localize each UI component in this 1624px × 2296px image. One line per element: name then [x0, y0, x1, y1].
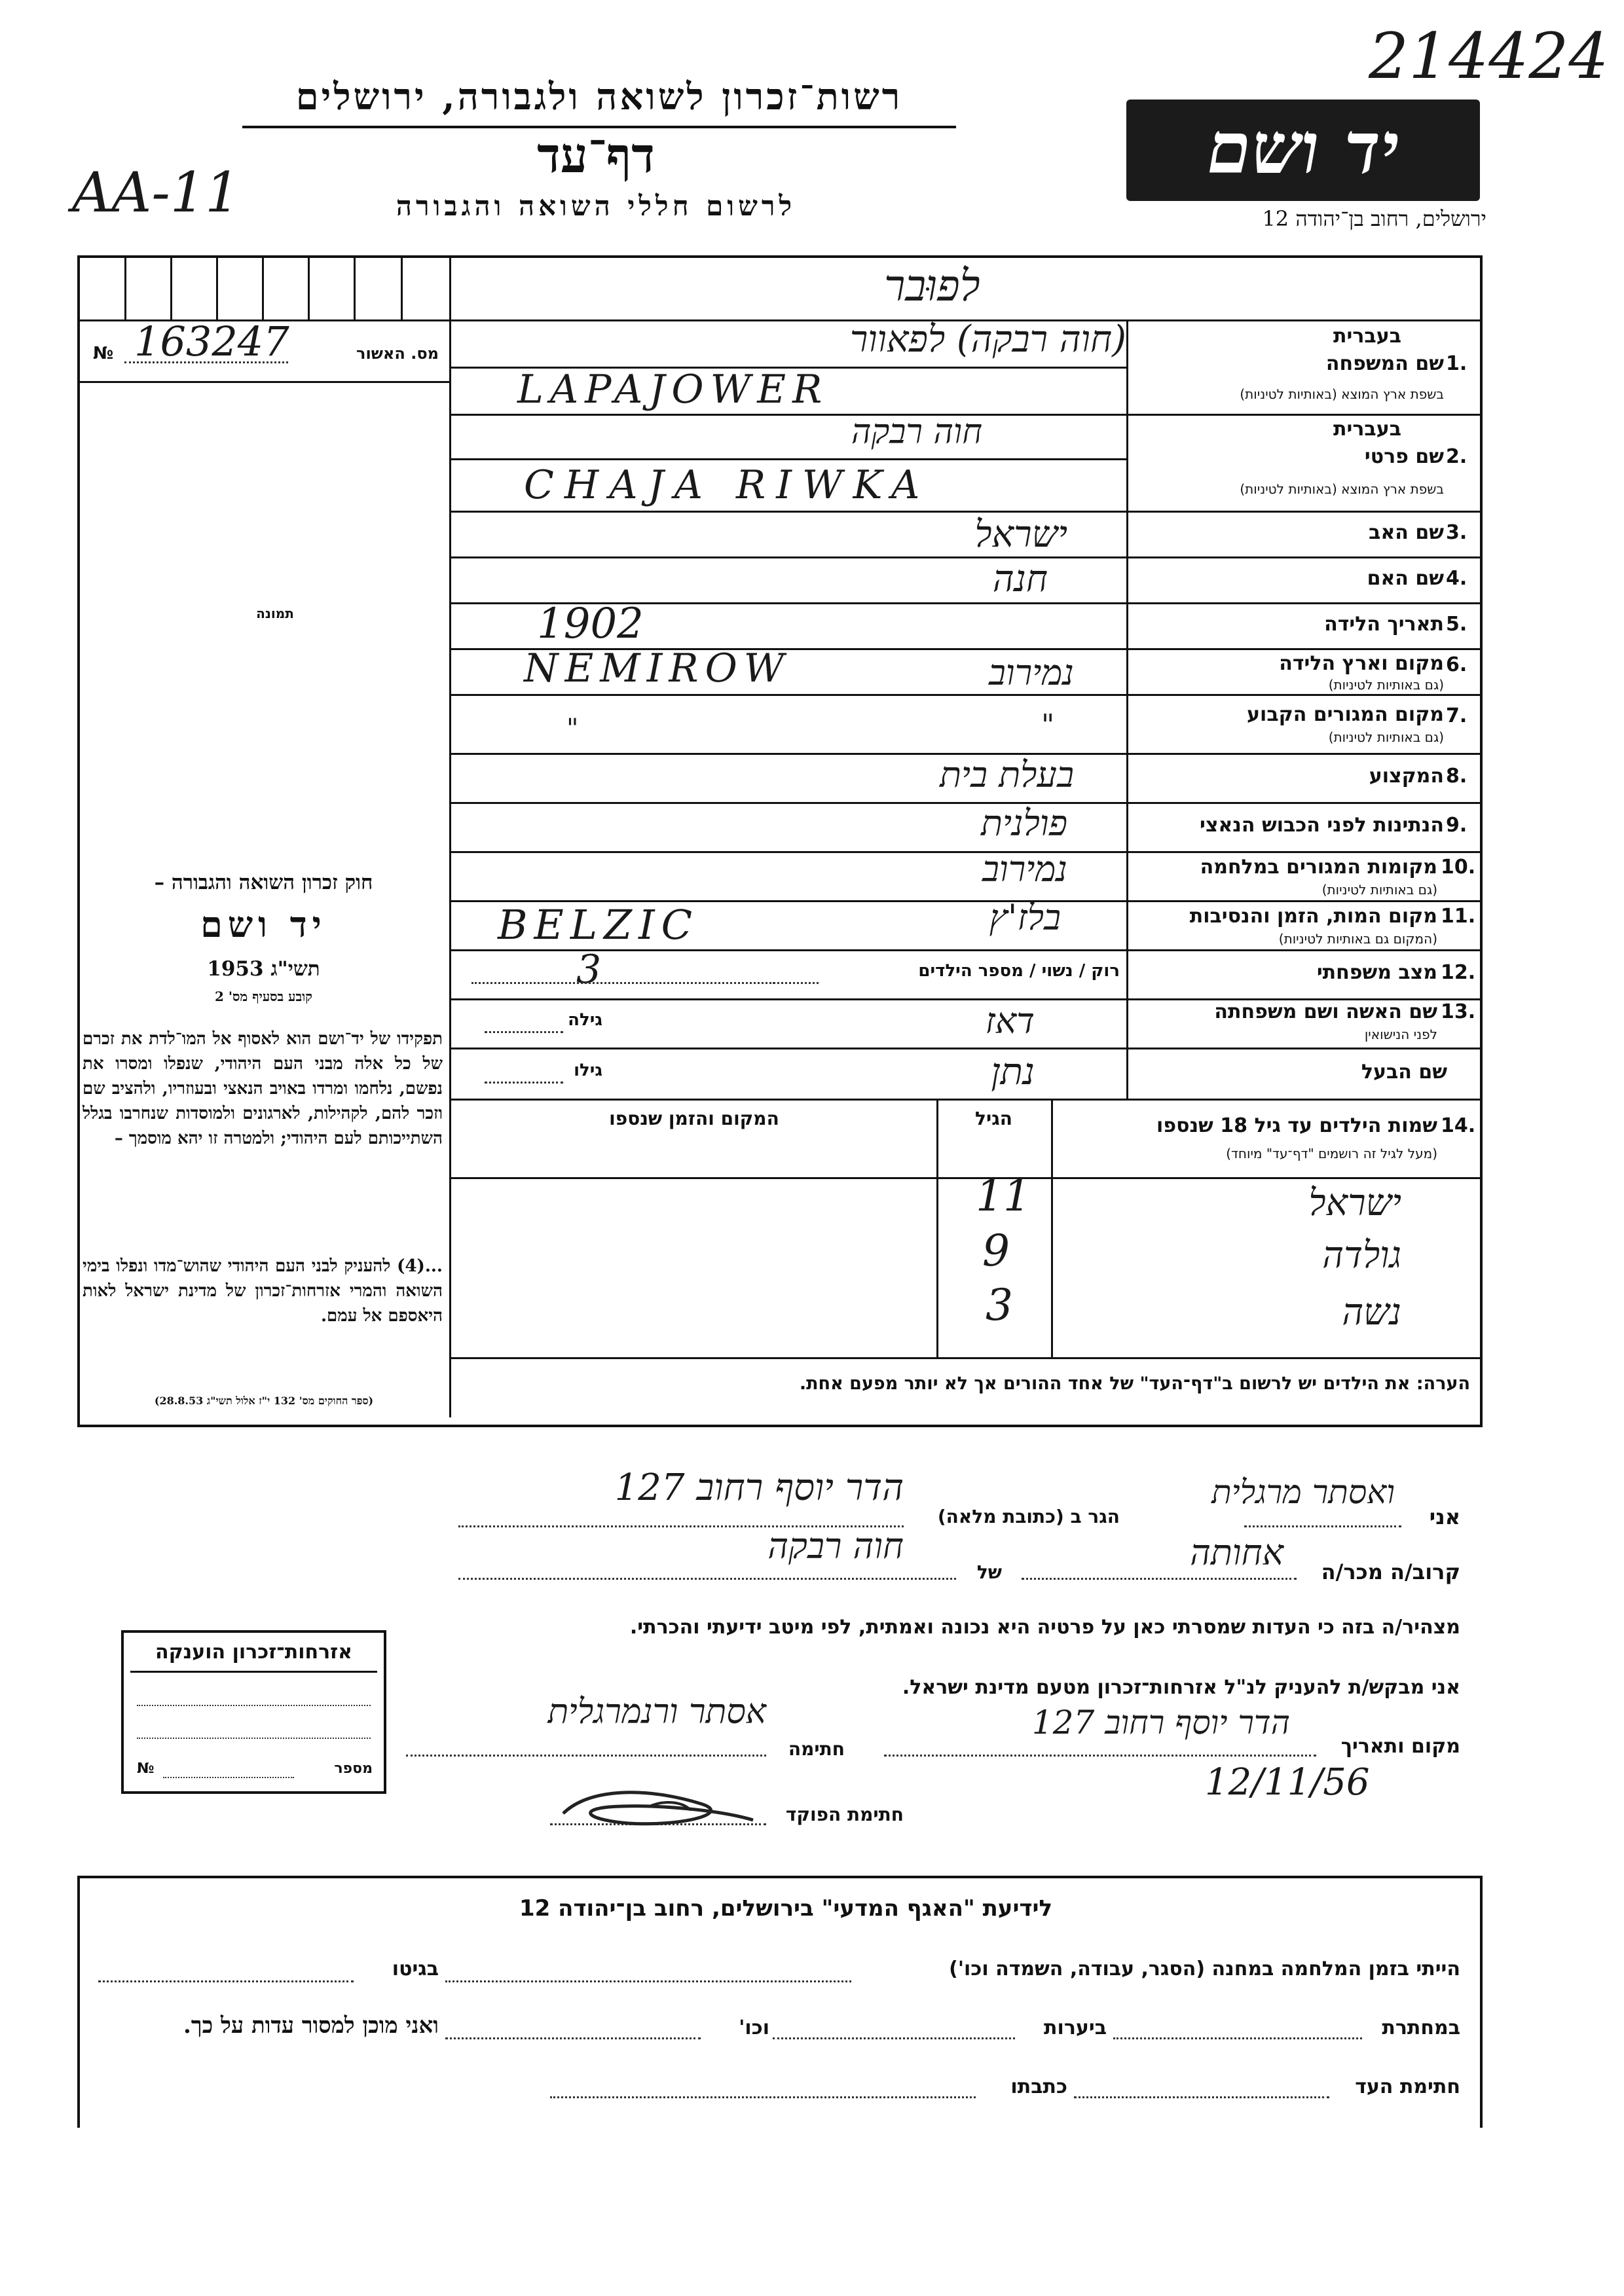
- f7-ditto-1: ": [566, 714, 579, 744]
- org-title: רשות־זכרון לשואה ולגבורה, ירושלים: [295, 75, 903, 118]
- f13-label: שם האשה ושם משפחתה: [1214, 1000, 1437, 1023]
- law-body: תפקידו של יד־ושם הוא לאסוף אל המו־לדת את זכרם של כל אלה מבני העם היהודי, שנפלו ומסרו את נפשם, נלחמו ומרדו באויב הנאצי ובעוזריו, ולהציב שם וזכר להם, לקהילות, לארגונים ולמוסדות שנחרבו בגלל השתייכותם לעם היהודי; ולמטרה זו יהא מוסמך –: [83, 1029, 443, 1148]
- law-title: חוק זכרון השואה והגבורה –: [154, 871, 373, 894]
- f13-age-label: גילה: [568, 1010, 602, 1030]
- footer-title: לידיעת "האגף המדעי" בירושלים, רחוב בן־יהודה 12: [519, 1895, 1053, 1922]
- statement-2: אני מבקש/ת להעניק לנ"ל אזרחות־זכרון מטעם מדינת ישראל.: [902, 1676, 1460, 1699]
- relation-value: אחותה: [1190, 1532, 1283, 1573]
- f4-value: חנה: [992, 558, 1048, 600]
- archive-number: 214424: [1369, 20, 1609, 93]
- label-column-divider: [1126, 319, 1128, 1099]
- f12-options: רוק / נשוי / מספר הילדים: [918, 961, 1120, 981]
- f10-value: נמירוב: [982, 848, 1067, 890]
- f7-sub: (גם באותיות לטיניות): [1328, 729, 1444, 745]
- citizenship-title: אזרחות־זכרון הוענקה: [155, 1641, 353, 1664]
- f8-value: בעלת בית: [939, 754, 1074, 795]
- yad-vashem-logo: [1126, 100, 1480, 201]
- officer-label: חתימת הפוקד: [785, 1804, 904, 1825]
- husband-age-label: גילו: [574, 1061, 602, 1080]
- law-name: יד ושם: [200, 903, 327, 945]
- top-script: לפוּבר: [884, 261, 980, 311]
- f14-label: שמות הילדים עד גיל 18 שנספו: [1156, 1114, 1437, 1137]
- place-date-label: מקום ותאריך: [1340, 1735, 1460, 1758]
- col-place-header: המקום והזמן שנספו: [609, 1108, 779, 1129]
- f2-hebrew-value: חוה רבקה: [851, 412, 982, 452]
- husband-value: נתן: [991, 1051, 1035, 1093]
- address: ירושלים, רחוב בן־יהודה 12: [1262, 206, 1486, 231]
- child-name: ישראל: [1308, 1182, 1401, 1224]
- footer-line1-b: בגיטו: [392, 1958, 439, 1980]
- f13-sub: לפני הנישואין: [1364, 1027, 1437, 1042]
- f1-sub: בשפת ארץ המוצא (באותיות לטיניות): [1240, 386, 1444, 402]
- f1-label: שם המשפחה: [1325, 352, 1444, 375]
- f12-children-value: 3: [576, 947, 602, 993]
- i-label: אני: [1429, 1504, 1460, 1529]
- law-body-2: ...(4) להעניק לבני העם היהודי שהוש־מדו ונפלו בימי השואה והמרי אזרחות־זכרון של מדינת ישראל לאות היאספם אל עמם.: [83, 1256, 443, 1326]
- of-label: של: [976, 1561, 1002, 1583]
- f2-latin-value: CHAJA RIWKA: [524, 462, 931, 508]
- f13-value: דאז: [985, 1000, 1035, 1042]
- approval-number: 163247: [134, 318, 289, 365]
- f11-label: מקום המות, הזמן והנסיבות: [1189, 905, 1437, 928]
- f11-hebrew-value: בלז'ץ: [989, 897, 1061, 938]
- f3-value: ישראל: [974, 513, 1067, 556]
- place-value: הדר יוסף רחוב 127: [1031, 1704, 1290, 1741]
- statement-1: מצהיר/ה בזה כי העדות שמסרתי כאן על פרטיה היא נכונה ואמתית, לפי מיטב ידיעתי והכרתי.: [629, 1616, 1460, 1639]
- footer-line2-c: וכו': [739, 2016, 769, 2039]
- footer-line3-b: כתבתו: [1010, 2075, 1067, 2098]
- signature-value: אסתר ורנמרגלית: [547, 1692, 766, 1732]
- f1-hebrew-value: (חוה רבקה) לפאוור: [849, 318, 1126, 361]
- footer-line2-d: ואני מוכן למסור עדות על כך.: [183, 2013, 439, 2039]
- officer-signature-scribble: [550, 1774, 766, 1840]
- f6-hebrew-value: נמירוב: [988, 652, 1074, 693]
- f14-sub: (מעל לגיל זה רושמים "דף־עד" מיוחד): [1226, 1146, 1437, 1161]
- child-age: 9: [982, 1226, 1010, 1276]
- declarant-address: הדר יוסף רחוב 127: [614, 1467, 904, 1509]
- logo-text: יד ושם: [1207, 107, 1399, 190]
- relation-label: קרוב/ה מכר/ה: [1321, 1559, 1460, 1584]
- left-column-divider: [449, 255, 451, 1417]
- child-name: נשה: [1342, 1291, 1401, 1334]
- approval-label: מס. האשור: [356, 344, 439, 363]
- f9-value: פולנית: [980, 803, 1067, 844]
- of-name: חוה רבקה: [767, 1525, 904, 1567]
- husband-label: שם הבעל: [1361, 1061, 1447, 1084]
- note: הערה: את הילדים יש לרשום ב"דף־העד" של אחד ההורים אך לא יותר מפעם אחת.: [799, 1374, 1470, 1394]
- child-age: 3: [986, 1280, 1013, 1330]
- f5-label: תאריך הלידה: [1324, 613, 1444, 636]
- f11-latin-value: BELZIC: [498, 901, 699, 949]
- f8-label: המקצוע: [1369, 765, 1444, 788]
- f12-label: מצב משפחתי: [1316, 961, 1437, 984]
- f7-ditto-2: ": [1041, 708, 1055, 742]
- resides-label: הגר ב (כתובת מלאה): [937, 1506, 1120, 1527]
- f1-in-hebrew: בעברית: [1333, 325, 1401, 348]
- col-age-header: הגיל: [975, 1108, 1012, 1129]
- f5-value: 1902: [537, 600, 644, 648]
- citizenship-box: [121, 1630, 386, 1794]
- date-value: 12/11/56: [1205, 1761, 1370, 1804]
- child-name: גולדה: [1322, 1234, 1401, 1277]
- f4-label: שם האם: [1367, 567, 1444, 590]
- f7-label: מקום המגורים הקבוע: [1247, 703, 1444, 726]
- footer-line2-b: ביערות: [1044, 2016, 1107, 2039]
- f10-label: מקומות המגורים במלחמה: [1200, 856, 1437, 879]
- citizenship-number-label: מספר: [334, 1760, 373, 1777]
- law-clause: קובע בסעיף מס' 2: [215, 989, 312, 1004]
- code-annotation: AA-11: [72, 160, 240, 225]
- declarant-name: ואסתר מרגלית: [1211, 1473, 1395, 1511]
- law-year: תשי"ג 1953: [207, 957, 320, 981]
- f6-sub: (גם באותיות לטיניות): [1328, 677, 1444, 693]
- photo-label: תמונה: [256, 606, 294, 621]
- law-citation: (ספר החוקים מס' 132 י"ז אלול תשי"ג 28.8.53): [154, 1394, 374, 1407]
- signature-label: חתימה: [788, 1738, 845, 1760]
- form-subtitle: לרשום חללי השואה והגבורה: [396, 190, 796, 222]
- f2-label: שם פרטי: [1364, 445, 1444, 468]
- f2-in-hebrew: בעברית: [1333, 418, 1401, 441]
- footer-line1-a: הייתי בזמן המלחמה במחנה (הסגר, עבודה, השמדה וכו'): [949, 1958, 1460, 1980]
- footer-line3-a: חתימת העד: [1355, 2075, 1460, 2098]
- f3-label: שם האב: [1369, 521, 1444, 544]
- f9-label: הנתינות לפני הכבוש הנאצי: [1200, 814, 1444, 837]
- form-title: דף־עד: [537, 128, 655, 184]
- f1-latin-value: LAPAJOWER: [517, 367, 829, 412]
- f6-label: מקום וארץ הלידה: [1279, 652, 1444, 675]
- f2-sub: בשפת ארץ המוצא (באותיות לטיניות): [1240, 481, 1444, 497]
- f6-latin-value: NEMIROW: [524, 646, 791, 691]
- child-age: 11: [976, 1171, 1031, 1221]
- f11-sub: (המקום גם באותיות לטיניות): [1278, 931, 1437, 947]
- f10-sub: (גם באותיות לטיניות): [1321, 882, 1437, 898]
- citizenship-no: №: [137, 1760, 155, 1777]
- footer-line2-a: במחתרת: [1382, 2016, 1460, 2039]
- approval-no-label: №: [93, 344, 114, 363]
